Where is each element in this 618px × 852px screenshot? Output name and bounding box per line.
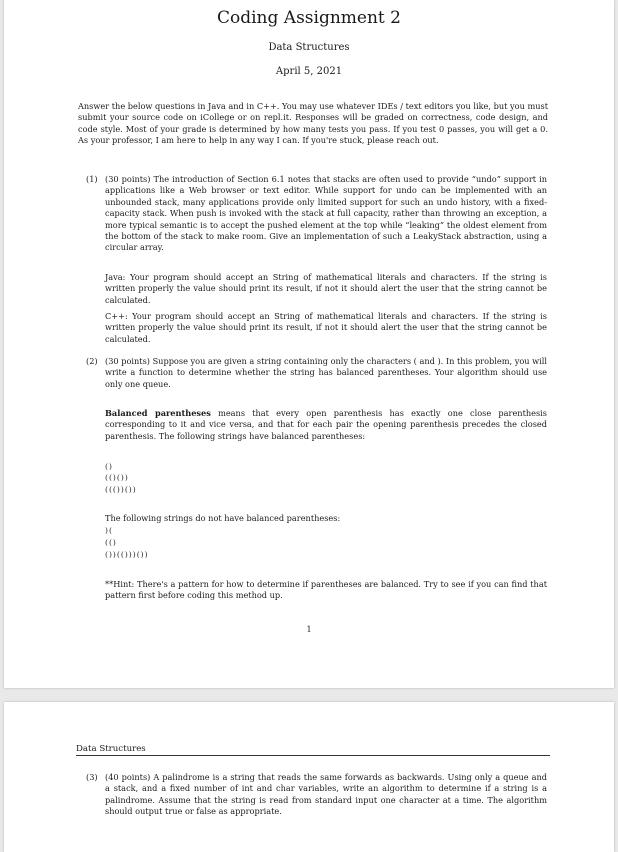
question-1-java-instructions: Java: Your program should accept an String of mathematical literals and characters. If the string is written properly the value should print its result, if not it should alert the user that the string cannot be calculated. [105, 272, 547, 305]
question-2-text: (30 points) Suppose you are given a string containing only the characters ( and ). In this problem, you will write a function to determine whether the string has balanced parentheses. Your algorithm should use only one queue. [105, 356, 547, 389]
question-3-number: (3) [86, 772, 98, 782]
not-balanced-example: )( [105, 526, 113, 535]
question-1-number: (1) [86, 174, 98, 184]
document-date: April 5, 2021 [275, 66, 343, 77]
not-balanced-example: ())(()))()) [105, 550, 149, 559]
balanced-definition-text: means that every open parenthesis has exactly one close parenthesis corresponding to it and vice versa, and that for each pair the opening parenthesis precedes the closed parenthesis. The following strings have balanced parentheses: [105, 408, 547, 441]
question-3-text: (40 points) A palindrome is a string that reads the same forwards as backwards. Using only a queue and a stack, and a fixed number of int and char variables, write an algorithm to determine if a string is a palindrome. Assume that the string is read from standard input one character at a time. The algorithm should output true or false as appropriate. [105, 772, 547, 817]
question-1-cpp-instructions: C++: Your program should accept an String of mathematical literals and characters. If the string is written properly the value should print its result, if not it should alert the user that the string cannot be calculated. [105, 311, 547, 344]
balanced-example: () [105, 462, 113, 471]
not-balanced-label: The following strings do not have balanced parentheses: [105, 513, 341, 523]
hint-text: **Hint: There's a pattern for how to determine if parentheses are balanced. Try to see if you can find that pattern first before coding this method up. [105, 579, 547, 601]
intro-paragraph: Answer the below questions in Java and in C++. You may use whatever IDEs / text editors you like, but you must submit your source code on iCollege or on repl.it. Responses will be graded on correctness, code design, and code style. Most of your grade is determined by how many tests you pass. If you test 0 passes, you will get a 0. As your professor, I am here to help in any way I can. If you're stuck, please reach out. [78, 101, 548, 146]
question-1-text: (30 points) The introduction of Section 6.1 notes that stacks are often used to provide “undo” support in applications like a Web browser or text editor. While support for undo can be implemented with an unbounded stack, many applications provide only limited support for such an undo history, with a fixed-capacity stack. When push is invoked with the stack at full capacity, rather than throwing an exception, a more typical semantic is to accept the pushed element at the top while “leaking” the oldest element from the bottom of the stack to make room. Give an implementation of such a LeakyStack abstraction, using a circular array. [105, 174, 547, 253]
document-subtitle: Data Structures [268, 42, 350, 53]
page-1 [4, 0, 614, 688]
page-number: 1 [306, 625, 312, 634]
document-title: Coding Assignment 2 [217, 8, 401, 28]
running-header: Data Structures [76, 744, 550, 756]
not-balanced-example: (() [105, 538, 117, 547]
balanced-example: ((())()) [105, 485, 137, 494]
balanced-example: (()()) [105, 473, 129, 482]
question-2-number: (2) [86, 356, 98, 366]
balanced-definition [105, 408, 547, 442]
page-2 [4, 702, 614, 852]
balanced-term: Balanced parentheses [105, 408, 211, 418]
